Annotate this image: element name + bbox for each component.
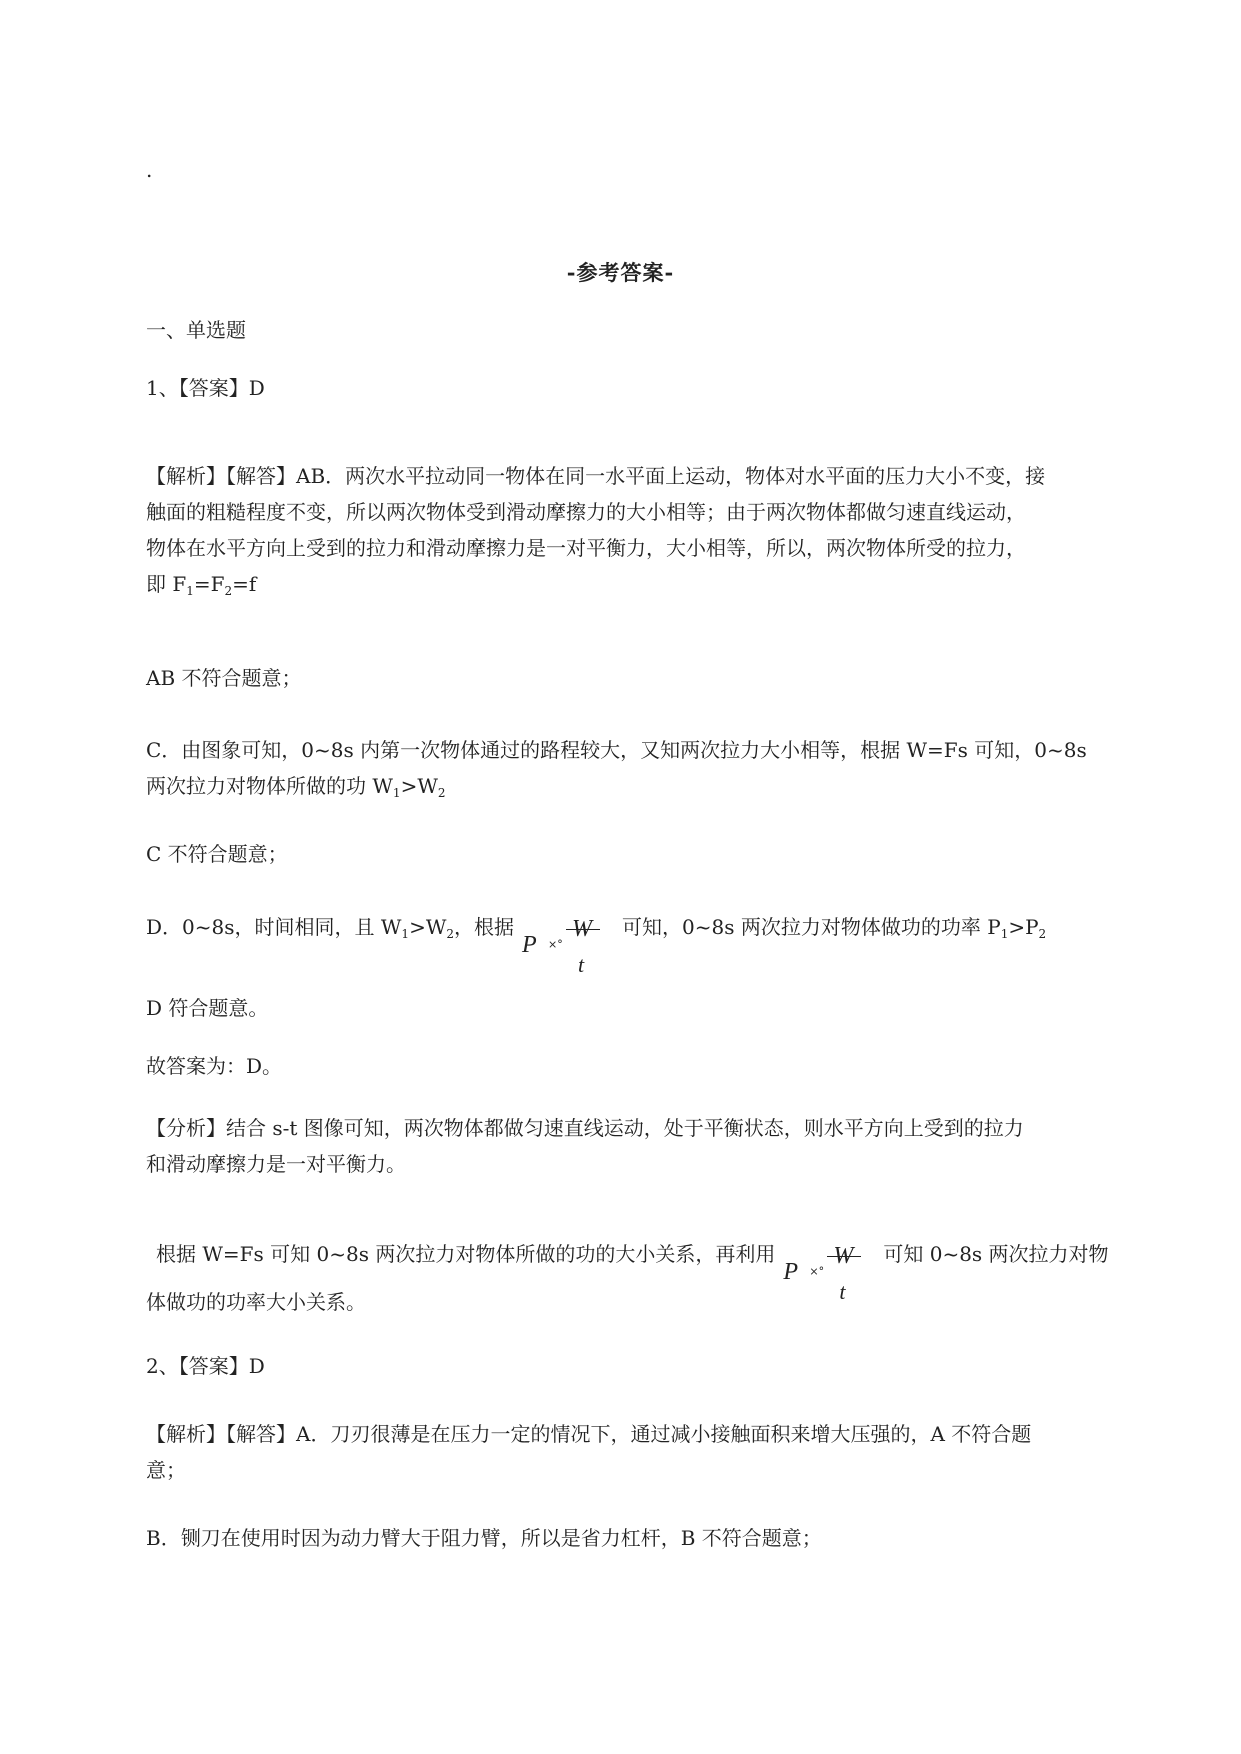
q1-analysis-line: 【解析】【解答】AB．两次水平拉动同一物体在同一水平面上运动，物体对水平面的压力大小不变，接 [146, 464, 1046, 488]
q1-analysis [146, 458, 1146, 602]
q1-option-d: D．0~8s，时间相同，且 $W_1>W_2$，根据 P ×° W t 可知，0~8s 两次拉力对物体做功的功率 $P_1>P_2$ [146, 895, 1146, 961]
q1-fenxi-formula-line: 根据 W=Fs 可知 0~8s 两次拉力对物体所做的功的大小关系，再利用 P ×° W t 可知 0~8s 两次拉力对物 [146, 1222, 1156, 1288]
power-formula: P ×° W t [783, 1224, 869, 1288]
page-title: -参考答案- [566, 260, 675, 285]
q1-c-result: C 不符合题意； [146, 842, 288, 866]
q2-option-b: B．铡刀在使用时因为动力臂大于阻力臂，所以是省力杠杆，B 不符合题意； [146, 1526, 822, 1550]
q2-answer: 2、【答案】D [146, 1354, 265, 1378]
q1-d-result: D 符合题意。 [146, 996, 269, 1020]
q1-equation: 即 $F_1=F_2=f$ [146, 572, 257, 598]
top-dot: . [146, 158, 153, 182]
q2-analysis: 【解析】【解答】A．刀刃很薄是在压力一定的情况下，通过减小接触面积来增大压强的，A 不符合题 意； [146, 1422, 1032, 1482]
power-formula: P ×° W t [522, 897, 608, 961]
q1-analysis-line: 物体在水平方向上受到的拉力和滑动摩擦力是一对平衡力，大小相等，所以，两次物体所受的拉力， [146, 536, 1026, 560]
q1-analysis-line: 触面的粗糙程度不变，所以两次物体受到滑动摩擦力的大小相等；由于两次物体都做匀速直线运动， [146, 500, 1026, 524]
q1-fenxi-line: 体做功的功率大小关系。 [146, 1290, 366, 1314]
q1-answer: 1、【答案】D [146, 376, 265, 400]
q1-conclusion: 故答案为：D。 [146, 1054, 283, 1078]
section-heading: 一、单选题 [146, 318, 246, 342]
q1-ab-result: AB 不符合题意； [146, 666, 302, 690]
q1-option-c: C．由图象可知，0~8s 内第一次物体通过的路程较大，又知两次拉力大小相等，根据 W=Fs 可知，0~8s 两次拉力对物体所做的功 $W_1>W_2$ [146, 738, 1087, 800]
q1-fenxi: 【分析】结合 s-t 图像可知，两次物体都做匀速直线运动，处于平衡状态，则水平方向上受到的拉力 和滑动摩擦力是一对平衡力。 [146, 1116, 1024, 1176]
